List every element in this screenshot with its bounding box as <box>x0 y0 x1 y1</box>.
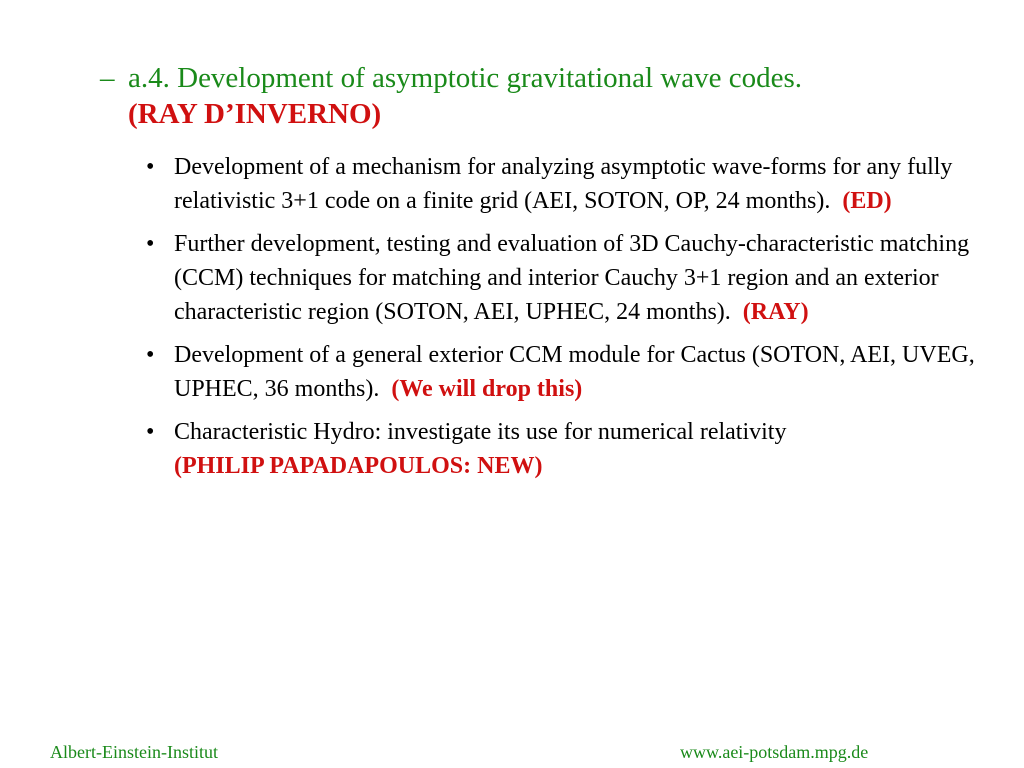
bullet-marker: • <box>146 154 155 180</box>
heading-text: a.4. Development of asymptotic gravitational wave codes. <box>128 62 803 94</box>
bullet-item <box>146 338 976 406</box>
footer-website: www.aei-potsdam.mpg.de <box>680 742 869 762</box>
heading-body <box>128 60 980 132</box>
heading-dash-marker: – <box>100 62 115 94</box>
bullet-text: Further development, testing and evaluation of 3D Cauchy-characteristic matching (CCM) techniques for matching and interior Cauchy 3+1 region and an exterior characteristic region (SOTON, AEI, UPHEC, 24 months). <box>174 231 970 325</box>
bullet-note: (PHILIP PAPADAPOULOS: NEW) <box>174 453 543 479</box>
bullet-text: Development of a mechanism for analyzing asymptotic wave-forms for any fully relativistic 3+1 code on a finite grid (AEI, SOTON, OP, 24 months). <box>174 154 953 214</box>
bullet-marker: • <box>146 342 155 368</box>
section-heading <box>100 60 980 132</box>
bullet-note: (We will drop this) <box>391 376 583 402</box>
bullet-item <box>146 227 976 329</box>
bullet-text: Characteristic Hydro: investigate its use for numerical relativity <box>174 419 787 445</box>
heading-owner: (RAY D’INVERNO) <box>128 98 382 130</box>
bullet-note: (RAY) <box>742 299 809 325</box>
footer-institute: Albert-Einstein-Institut <box>50 742 218 762</box>
bullet-item <box>146 415 976 483</box>
bullet-marker: • <box>146 419 155 445</box>
bullet-item <box>146 150 976 218</box>
bullet-marker: • <box>146 231 155 257</box>
bullet-note: (ED) <box>842 188 892 214</box>
bullet-text: Development of a general exterior CCM module for Cactus (SOTON, AEI, UVEG, UPHEC, 36 months). <box>174 342 975 402</box>
bullet-list <box>146 150 976 492</box>
